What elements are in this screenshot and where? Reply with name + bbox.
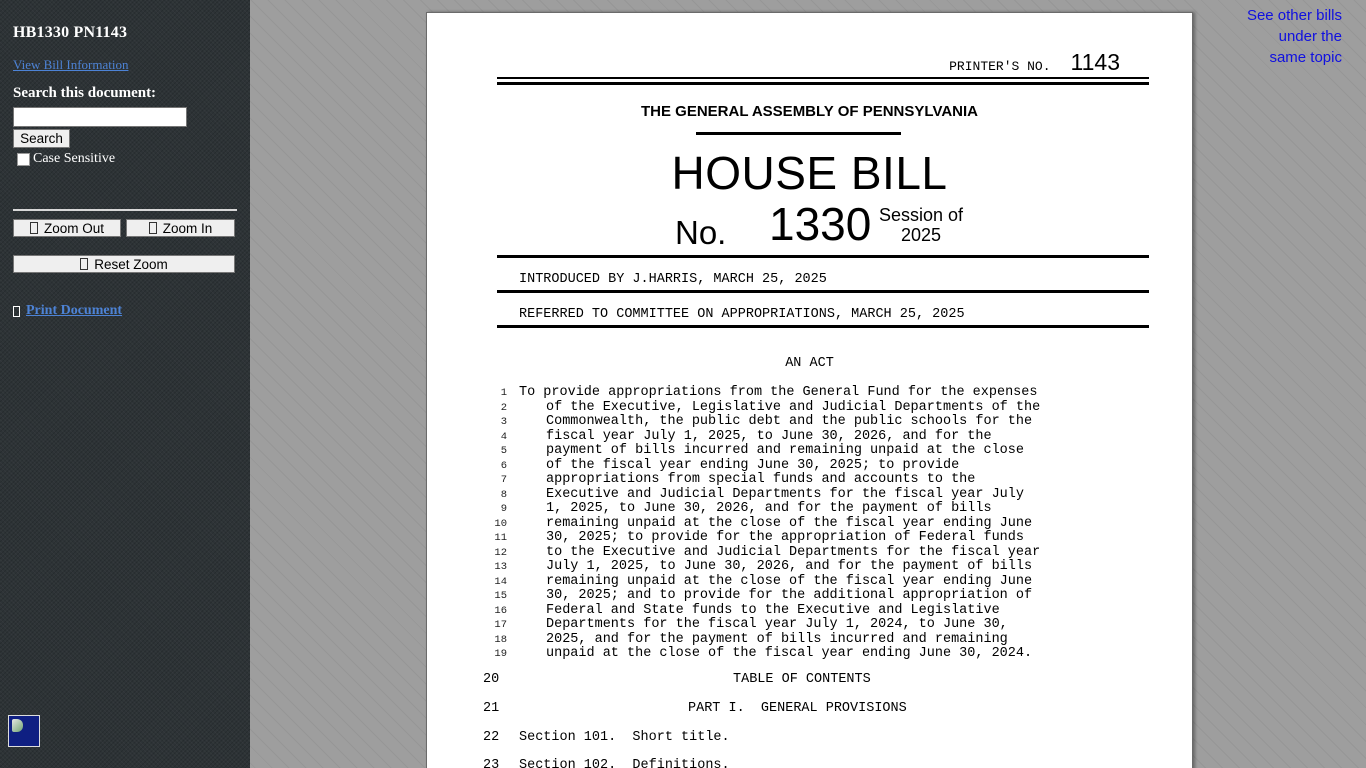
- line-number: 16: [494, 604, 507, 617]
- zoom-out-label: Zoom Out: [43, 221, 105, 236]
- assembly-heading: THE GENERAL ASSEMBLY OF PENNSYLVANIA: [641, 103, 978, 120]
- line-number: 11: [494, 532, 507, 544]
- search-label: Search this document:: [13, 85, 157, 101]
- bill-number-label: No.: [675, 214, 727, 251]
- line-text: 30, 2025; to provide for the appropriation of Federal funds: [546, 530, 1024, 545]
- bill-type-heading: HOUSE BILL: [671, 147, 948, 199]
- line-number: 7: [500, 474, 507, 486]
- referred-to-committee: REFERRED TO COMMITTEE ON APPROPRIATIONS, MARCH 25, 2025: [519, 307, 965, 322]
- document-page: [426, 12, 1193, 768]
- reset-zoom-label: Reset Zoom: [94, 257, 168, 272]
- zoom-in-button[interactable]: [126, 219, 235, 237]
- topic-link-line: under the: [1278, 28, 1342, 45]
- line-number: 6: [500, 459, 507, 472]
- introduced-by: INTRODUCED BY J.HARRIS, MARCH 25, 2025: [519, 272, 827, 287]
- zoom-out-button[interactable]: [13, 219, 121, 237]
- printers-number-label: PRINTER'S NO.: [949, 59, 1051, 74]
- bill-title: HB1330 PN1143: [13, 24, 128, 41]
- sidebar: [0, 0, 250, 768]
- rule: [497, 82, 1149, 85]
- line-text: payment of bills incurred and remaining unpaid at the close: [546, 443, 1024, 458]
- line-text: 1, 2025, to June 30, 2026, and for the payment of bills: [546, 501, 992, 516]
- line-number: 8: [500, 488, 507, 501]
- line-text: unpaid at the close of the fiscal year ending June 30, 2024.: [546, 646, 1033, 661]
- topic-link-line: See other bills: [1246, 7, 1342, 24]
- case-sensitive-label: Case Sensitive: [33, 151, 116, 166]
- line-text: appropriations from special funds and accounts to the: [546, 472, 976, 487]
- line-text: July 1, 2025, to June 30, 2026, and for the payment of bills: [546, 559, 1033, 574]
- line-number: 22: [483, 730, 500, 745]
- toc-part-heading: PART I. GENERAL PROVISIONS: [688, 701, 907, 716]
- reset-zoom-button[interactable]: [13, 255, 235, 273]
- line-text: Executive and Judicial Departments for the fiscal year July: [546, 486, 1024, 502]
- session: [879, 205, 963, 245]
- line-text: Commonwealth, the public debt and the public schools for the: [546, 414, 1033, 429]
- rule: [497, 325, 1149, 328]
- line-number: 13: [494, 561, 507, 573]
- printers-number: [949, 49, 1120, 76]
- line-text: 30, 2025; and to provide for the additional appropriation of: [546, 588, 1033, 603]
- rule: [497, 290, 1149, 293]
- search-button[interactable]: Search: [13, 129, 70, 148]
- toc-heading: TABLE OF CONTENTS: [733, 672, 871, 687]
- line-number: 18: [494, 633, 507, 646]
- line-number: 15: [494, 590, 507, 602]
- line-number: 19: [494, 648, 507, 660]
- line-number: 20: [483, 672, 500, 687]
- search-input[interactable]: [13, 107, 187, 127]
- see-other-bills-link[interactable]: [1247, 5, 1342, 68]
- line-number: 3: [500, 416, 507, 428]
- printers-number-value: 1143: [1070, 49, 1120, 75]
- line-text: remaining unpaid at the close of the fiscal year ending June: [546, 573, 1033, 589]
- toc-section: Section 102. Definitions.: [519, 758, 730, 768]
- line-text: to the Executive and Judicial Departments for the fiscal year: [546, 544, 1041, 560]
- line-text: fiscal year July 1, 2025, to June 30, 2026, and for the: [546, 428, 992, 444]
- reset-zoom-icon: [80, 258, 88, 270]
- zoom-in-icon: [149, 222, 157, 234]
- session-label: Session of: [879, 205, 964, 225]
- an-act-heading: AN ACT: [785, 356, 834, 371]
- line-number: 23: [483, 758, 500, 768]
- line-text: of the Executive, Legislative and Judicial Departments of the: [546, 399, 1041, 415]
- toc-section: Section 101. Short title.: [519, 730, 730, 745]
- case-sensitive-option[interactable]: [17, 151, 115, 167]
- line-text: 2025, and for the payment of bills incurred and remaining: [546, 631, 1008, 647]
- line-number: 14: [494, 575, 507, 588]
- line-number: 5: [500, 445, 507, 457]
- line-number: 12: [494, 546, 507, 559]
- case-sensitive-checkbox[interactable]: [17, 153, 30, 166]
- print-document-link[interactable]: Print Document: [26, 303, 123, 318]
- print-icon: [13, 306, 20, 317]
- line-number: 17: [494, 619, 507, 631]
- line-number: 21: [483, 701, 500, 716]
- line-text: of the fiscal year ending June 30, 2025; to provide: [546, 457, 960, 473]
- view-bill-information-link[interactable]: View Bill Information: [13, 57, 129, 72]
- line-number: 1: [500, 387, 507, 399]
- rule: [696, 132, 901, 135]
- rule: [497, 77, 1149, 79]
- line-number: 2: [500, 401, 507, 414]
- rule: [497, 255, 1149, 258]
- print-document: [13, 303, 122, 319]
- line-number: 4: [500, 430, 507, 443]
- zoom-out-icon: [30, 222, 38, 234]
- line-text: remaining unpaid at the close of the fiscal year ending June: [546, 515, 1033, 531]
- session-year: 2025: [901, 225, 942, 245]
- line-number: 9: [500, 503, 507, 515]
- line-text: Departments for the fiscal year July 1, 2024, to June 30,: [546, 617, 1008, 632]
- divider: [13, 209, 237, 211]
- line-number: 10: [494, 517, 507, 530]
- zoom-in-label: Zoom In: [162, 221, 213, 236]
- broken-image-icon[interactable]: [8, 715, 40, 747]
- line-text: To provide appropriations from the General Fund for the expenses: [519, 385, 1038, 400]
- line-text: Federal and State funds to the Executive and Legislative: [546, 602, 1000, 618]
- bill-number: 1330: [769, 198, 872, 250]
- topic-link-line: same topic: [1269, 49, 1342, 66]
